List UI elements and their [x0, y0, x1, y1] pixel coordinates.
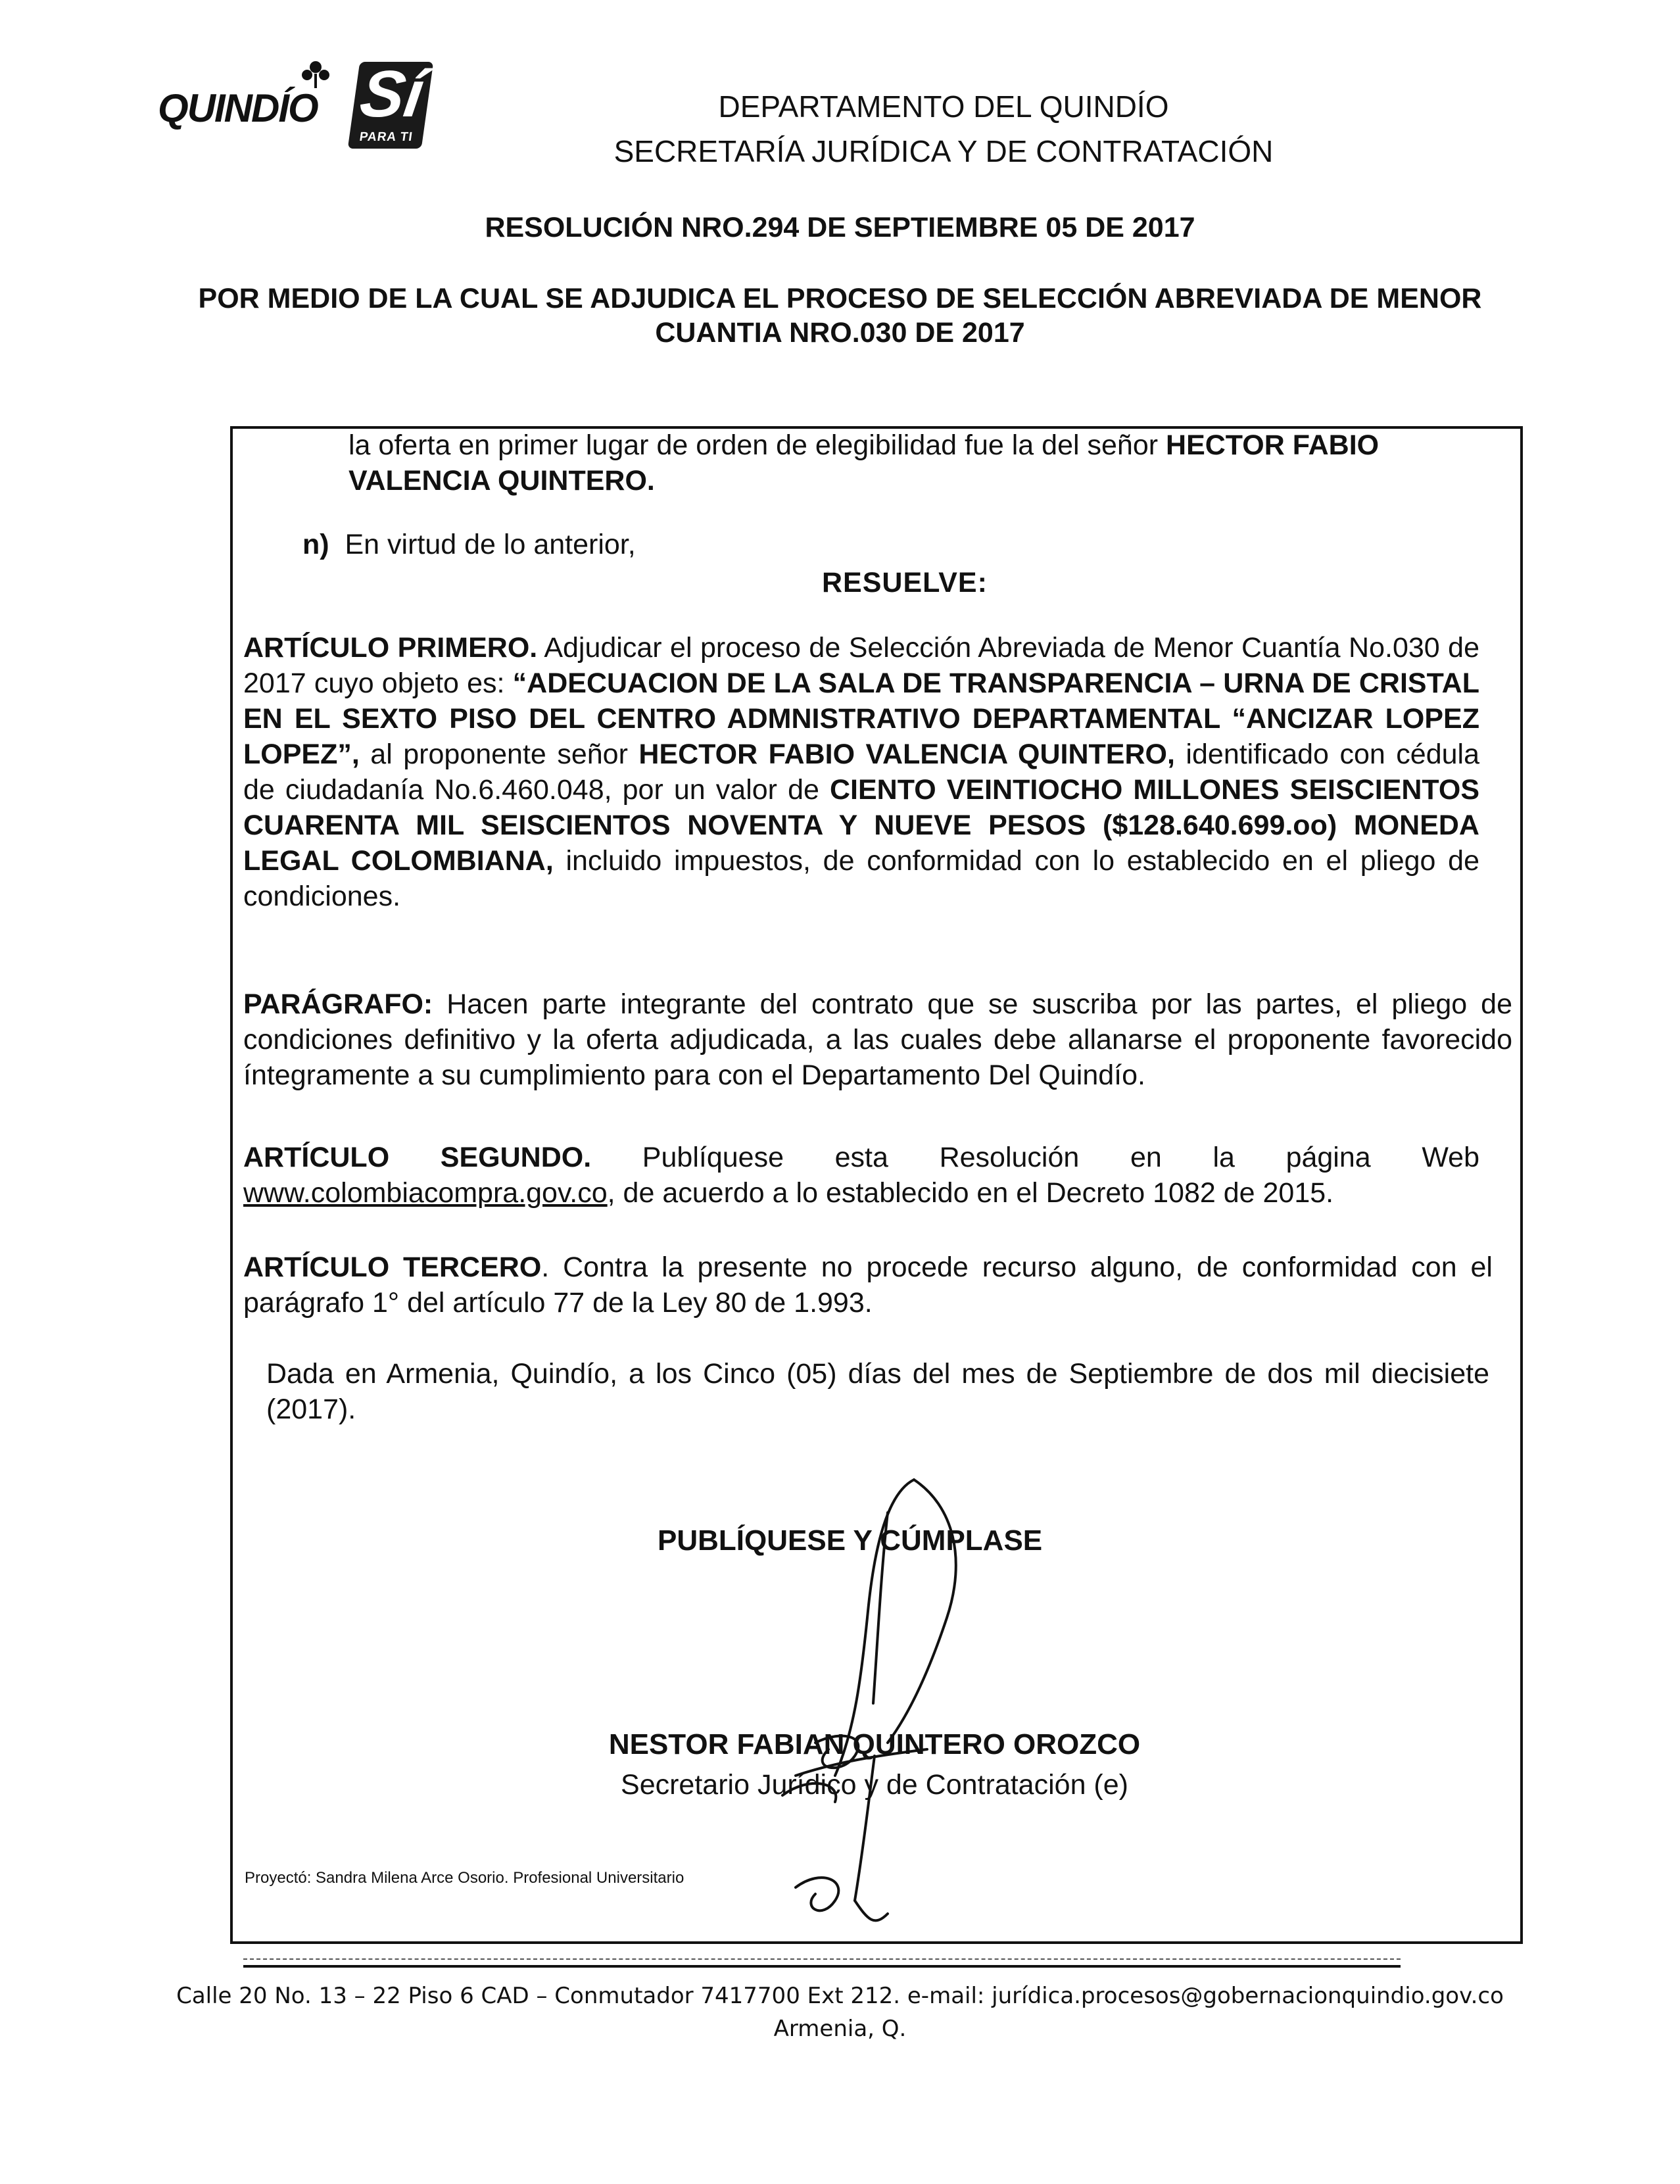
- proponent-name: HECTOR FABIO VALENCIA QUINTERO,: [638, 739, 1175, 770]
- article-first-text-3: identificado con cédula de ciudadanía No.6.460.048, por un valor de: [243, 739, 1479, 806]
- footer: [132, 1979, 1548, 2045]
- item-n-text: En virtud de lo anterior,: [345, 529, 636, 560]
- flower-icon: [299, 58, 332, 89]
- logo-badge-si: Sí: [356, 57, 429, 131]
- article-first-text-2: al proponente señor: [359, 739, 639, 770]
- quindio-logo: [158, 58, 434, 157]
- footer-address: Calle 20 No. 13 – 22 Piso 6 CAD – Conmutador 7417700 Ext 212. e-mail: jurídica.procesos@gobernacionquindio.gov.co: [176, 1983, 1504, 2009]
- resolution-title: RESOLUCIÓN NRO.294 DE SEPTIEMBRE 05 DE 2017: [485, 212, 1195, 243]
- contract-amount: CIENTO VEINTIOCHO MILLONES SEISCIENTOS CUARENTA MIL SEISCIENTOS NOVENTA Y NUEVE PESOS ($128.640.699.oo) MONEDA LEGAL COLOMBIANA,: [243, 774, 1479, 877]
- contract-object: “ADECUACION DE LA SALA DE TRANSPARENCIA – URNA DE CRISTAL EN EL SEXTO PISO DEL CENTRO ADMNISTRATIVO DEPARTAMENTAL “ANCIZAR LOPEZ LOPEZ”,: [243, 667, 1479, 770]
- resolution-subject: POR MEDIO DE LA CUAL SE ADJUDICA EL PROCESO DE SELECCIÓN ABREVIADA DE MENOR CUANTIA NRO.030 DE 2017: [198, 283, 1482, 349]
- department-header: [460, 84, 1427, 174]
- office-name: SECRETARÍA JURÍDICA Y DE CONTRATACIÓN: [613, 134, 1274, 168]
- article-first-text-1: Adjudicar el proceso de Selección Abreviada de Menor Cuantía No.030 de 2017 cuyo objeto es:: [243, 632, 1479, 699]
- handwritten-signature: [756, 1467, 973, 1940]
- article-first: [243, 630, 1479, 914]
- item-n-label: n): [302, 529, 329, 560]
- article-third-label: ARTÍCULO TERCERO: [243, 1251, 542, 1283]
- paragrafo-label: PARÁGRAFO:: [243, 988, 433, 1020]
- footer-divider-dashed: [243, 1958, 1401, 1960]
- signer-name: NESTOR FABIAN QUINTERO OROZCO: [608, 1728, 1141, 1760]
- resuelve-heading: RESUELVE:: [822, 567, 988, 598]
- paragrafo-text: Hacen parte integrante del contrato que se suscriba por las partes, el pliego de condiciones definitivo y la oferta adjudicada, a las cuales debe allanarse el proponente favorecido íntegramente a su cumplimiento para con el Departamento Del Quindío.: [243, 988, 1512, 1091]
- paragrafo: [243, 986, 1512, 1093]
- article-second: [243, 1140, 1479, 1211]
- department-name: DEPARTAMENTO DEL QUINDÍO: [718, 89, 1169, 124]
- article-first-text-4: incluido impuestos, de conformidad con lo establecido en el pliego de condiciones.: [243, 845, 1480, 912]
- article-second-label: ARTÍCULO SEGUNDO.: [243, 1142, 592, 1173]
- footer-divider: [243, 1965, 1401, 1968]
- dada-en-armenia: Dada en Armenia, Quindío, a los Cinco (05) días del mes de Septiembre de dos mil diecisiete (2017).: [266, 1358, 1489, 1425]
- article-third-text: . Contra la presente no procede recurso alguno, de conformidad con el parágrafo 1° del artículo 77 de la Ley 80 de 1.993.: [243, 1251, 1493, 1319]
- footer-city: Armenia, Q.: [773, 2016, 907, 2042]
- article-third: [243, 1250, 1493, 1321]
- lead-name: HECTOR FABIO VALENCIA QUINTERO.: [348, 429, 1380, 497]
- web-link[interactable]: www.colombiacompra.gov.co: [243, 1177, 608, 1209]
- logo-badge-sub: PARA TI: [358, 130, 414, 144]
- item-n: [302, 529, 636, 561]
- proyecto-note: Proyectó: Sandra Milena Arce Osorio. Profesional Universitario: [245, 1869, 684, 1887]
- lead-paragraph: [348, 427, 1479, 498]
- article-second-text-2: , de acuerdo a lo establecido en el Decreto 1082 de 2015.: [607, 1177, 1334, 1209]
- article-second-text-1: Publíquese esta Resolución en la página Web: [591, 1142, 1479, 1173]
- publiquese-cumplase: PUBLÍQUESE Y CÚMPLASE: [658, 1524, 1043, 1557]
- logo-wordmark: QUINDÍO: [158, 86, 318, 130]
- article-first-label: ARTÍCULO PRIMERO.: [243, 632, 538, 664]
- logo-badge: [348, 57, 434, 149]
- signer-role: Secretario Jurídico y de Contratación (e): [621, 1769, 1128, 1801]
- lead-text: la oferta en primer lugar de orden de elegibilidad fue la del señor: [348, 429, 1166, 461]
